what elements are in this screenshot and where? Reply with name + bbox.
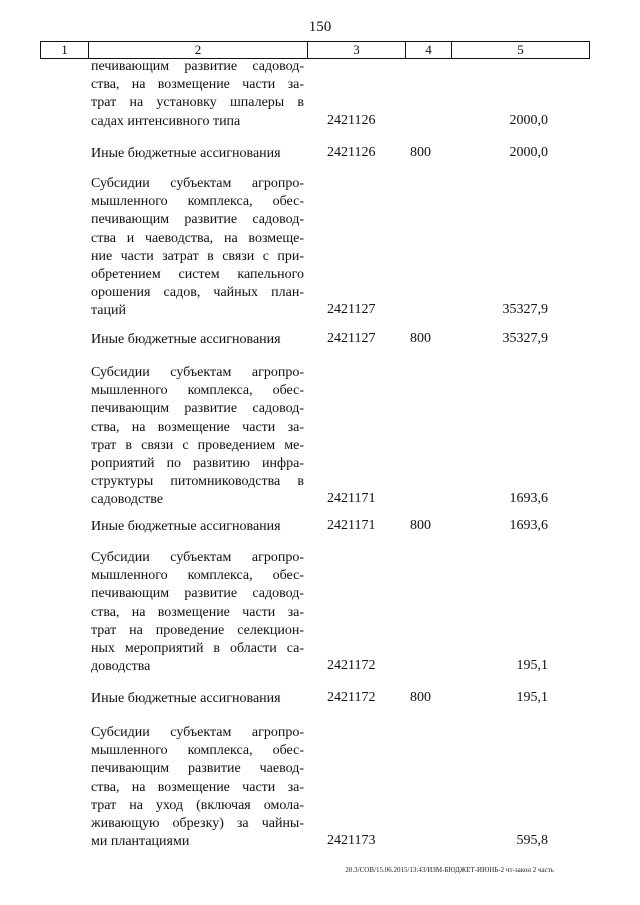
description-line: ства, на возмещение части за- — [91, 779, 304, 795]
row-type: 800 — [410, 518, 431, 533]
row-description — [91, 690, 304, 708]
row-description — [91, 724, 304, 851]
description-line: садоводстве — [91, 492, 164, 508]
description-line: Субсидии субъектам агропро- — [91, 725, 304, 740]
description-line: обретением систем капельного — [91, 267, 304, 283]
row-amount: 35327,9 — [502, 302, 548, 318]
description-line: структуры питомниководства в — [91, 474, 304, 490]
row-amount: 1693,6 — [509, 518, 548, 533]
row-amount: 195,1 — [516, 658, 548, 674]
description-line: садах интенсивного типа — [91, 113, 241, 129]
description-line: мышленного комплекса, обес- — [91, 568, 304, 584]
row-amount: 35327,9 — [502, 331, 548, 346]
description-line: Субсидии субъектам агропро- — [91, 365, 304, 380]
column-header-4: 4 — [406, 42, 452, 59]
description-line: ми плантациями — [91, 834, 190, 850]
column-header-2: 2 — [89, 42, 308, 59]
description-line: печивающим развитие садовод- — [91, 586, 304, 602]
footer-stamp: 20.3/СОВ/15.06.2015/13:43/ИЗМ-БЮДЖЕТ-ИЮНЬ-2 чт-закон 2 часть — [345, 866, 554, 874]
description-line: трат на уход (включая омола- — [91, 797, 304, 813]
description-line: Иные бюджетные ассигнования — [91, 691, 281, 706]
row-description — [91, 364, 304, 510]
description-line: Иные бюджетные ассигнования — [91, 146, 281, 161]
column-header-1: 1 — [41, 42, 89, 59]
description-line: доводства — [91, 659, 151, 675]
column-header-table — [40, 41, 590, 59]
row-code: 2421172 — [327, 658, 376, 674]
description-line: печивающим развитие садовод- — [91, 212, 304, 228]
row-description — [91, 58, 304, 131]
description-line: роприятий по развитию инфра- — [91, 456, 304, 472]
description-line: таций — [91, 303, 126, 319]
row-code: 2421171 — [327, 491, 376, 507]
row-amount: 1693,6 — [509, 491, 548, 507]
row-code: 2421126 — [327, 112, 376, 128]
row-amount: 195,1 — [516, 690, 548, 705]
row-code: 2421173 — [327, 833, 376, 849]
description-line: мышленного комплекса, обес- — [91, 383, 304, 399]
description-line: ных мероприятий в области са- — [91, 641, 304, 657]
row-code: 2421127 — [327, 331, 376, 346]
row-code: 2421171 — [327, 518, 376, 533]
description-line: ства, на возмещение части за- — [91, 419, 304, 435]
row-description — [91, 331, 304, 349]
row-type: 800 — [410, 690, 431, 705]
description-line: трат на установку шпалеры в — [91, 95, 304, 111]
row-description — [91, 145, 304, 163]
column-header-5: 5 — [452, 42, 590, 59]
description-line: печивающим развитие чаевод- — [91, 761, 304, 777]
description-line: Субсидии субъектам агропро- — [91, 550, 304, 565]
description-line: Иные бюджетные ассигнования — [91, 519, 281, 534]
row-code: 2421172 — [327, 690, 376, 705]
description-line: мышленного комплекса, обес- — [91, 743, 304, 759]
description-line: мышленного комплекса, обес- — [91, 194, 304, 210]
row-code: 2421126 — [327, 145, 376, 160]
row-type: 800 — [410, 145, 431, 160]
row-description — [91, 518, 304, 536]
description-line: орошения садов, чайных план- — [91, 285, 304, 301]
page-number: 150 — [308, 19, 332, 35]
column-header-row — [41, 42, 590, 59]
description-line: печивающим развитие садовод- — [91, 59, 304, 74]
column-header-3: 3 — [308, 42, 406, 59]
description-line: Субсидии субъектам агропро- — [91, 176, 304, 191]
description-line: трат в связи с проведением ме- — [91, 437, 304, 453]
row-description — [91, 175, 304, 321]
description-line: трат на проведение селекцион- — [91, 622, 304, 638]
description-line: живающую обрезку) за чайны- — [91, 816, 304, 832]
description-line: ства и чаеводства, на возмеще- — [91, 230, 304, 246]
row-type: 800 — [410, 331, 431, 346]
row-description — [91, 549, 304, 676]
description-line: печивающим развитие садовод- — [91, 401, 304, 417]
row-amount: 2000,0 — [509, 145, 548, 160]
row-amount: 595,8 — [516, 833, 548, 849]
description-line: Иные бюджетные ассигнования — [91, 332, 281, 347]
row-amount: 2000,0 — [509, 112, 548, 128]
description-line: ние части затрат в связи с при- — [91, 248, 304, 264]
row-code: 2421127 — [327, 302, 376, 318]
description-line: ства, на возмещение части за- — [91, 77, 304, 93]
description-line: ства, на возмещение части за- — [91, 604, 304, 620]
